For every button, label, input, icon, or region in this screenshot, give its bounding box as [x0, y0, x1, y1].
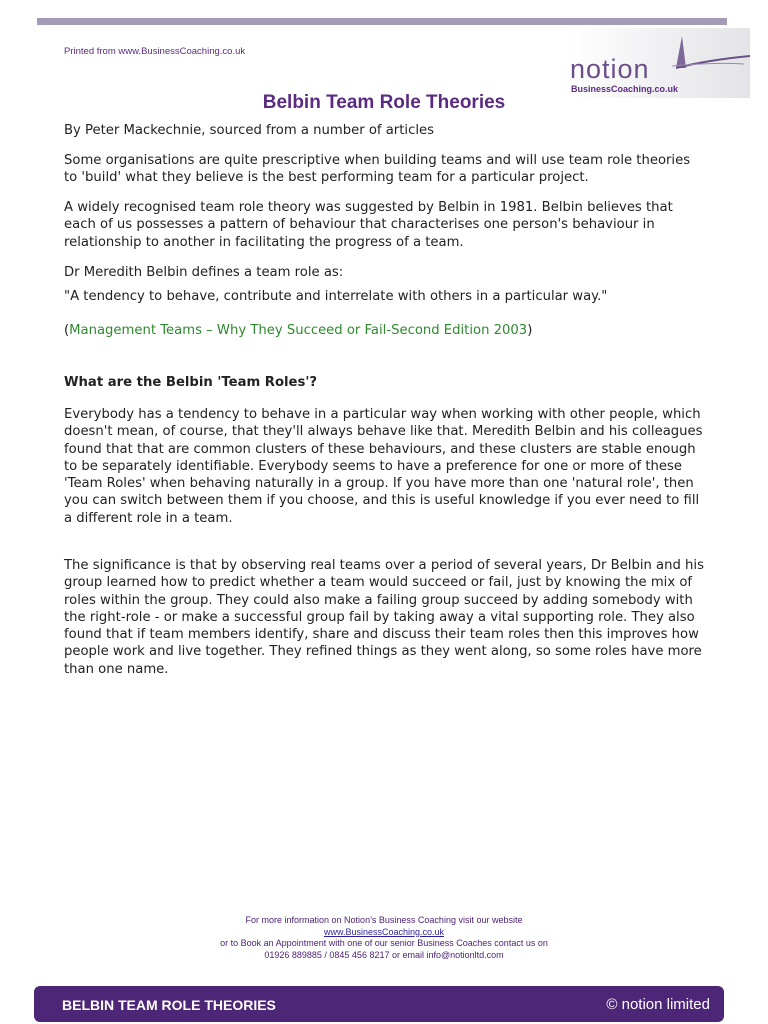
team-roles-paragraph: Everybody has a tendency to behave in a particular way when working with other people, which doesn't mean, of course, that they'll always behave like that. Meredith Belbin and his colleagues found that that are common clusters of these behaviours, and these clusters are stable enough to be separately identifiable. Everybody seems to have a preference for one or more of these 'Team Roles' when behaving naturally in a group. If you have more than one 'natural role', then you can switch between them if you choose, and this is useful knowledge if you ever need to fill a different role in a team. — [64, 407, 703, 526]
significance-paragraph: The significance is that by observing real teams over a period of several years, Dr Belbin and his group learned how to predict whether a team would succeed or fail, just by knowing the mix of roles within the group. They could also make a failing group succeed by adding somebody with the right-role - or make a successful group fail by taking away a vital supporting role. They also found that if team members identify, share and discuss their team roles then this improves how people work and live together. They refined things as they went along, so some roles have more than one name. — [64, 558, 704, 677]
citation-close-paren: ) — [527, 323, 533, 338]
belbin-paragraph: A widely recognised team role theory was suggested by Belbin in 1981. Belbin believes that each of us possesses a pattern of behaviour that characterises one person's behaviour in relationship to another in facilitating the progress of a team. — [64, 200, 673, 250]
printed-from-note: Printed from www.BusinessCoaching.co.uk — [64, 46, 246, 57]
intro-paragraph: Some organisations are quite prescriptive when building teams and will use team role theories to 'build' what they believe is the best performing team for a particular project. — [64, 153, 691, 186]
footer-bar — [34, 986, 724, 1022]
logo-tagline: BusinessCoaching.co.uk — [571, 84, 679, 94]
footer-website-link[interactable]: www.BusinessCoaching.co.uk — [323, 926, 445, 937]
notion-logo — [568, 28, 750, 98]
footer-contact-info — [0, 915, 768, 961]
section-heading: What are the Belbin 'Team Roles'? — [64, 375, 318, 390]
footer-bar-title: BELBIN TEAM ROLE THEORIES — [62, 997, 276, 1013]
citation — [64, 322, 704, 339]
footer-line-info: For more information on Notion’s Business Coaching visit our website — [245, 915, 523, 925]
definition-quote: "A tendency to behave, contribute and interrelate with others in a particular way." — [64, 289, 608, 304]
byline: By Peter Mackechnie, sourced from a number of articles — [64, 123, 434, 138]
citation-text: Management Teams – Why They Succeed or Fail-Second Edition 2003 — [69, 323, 528, 338]
footer-line-contact: 01926 889885 / 0845 456 8217 or email info@notionltd.com — [264, 949, 504, 960]
top-rule — [37, 18, 727, 25]
footer-copyright: © notion limited — [606, 996, 710, 1013]
definition-intro: Dr Meredith Belbin defines a team role as: — [64, 265, 344, 280]
citation-open-paren: ( — [64, 323, 70, 338]
page-title: Belbin Team Role Theories — [262, 92, 506, 113]
footer-line-appointment: or to Book an Appointment with one of our senior Business Coaches contact us on — [220, 938, 548, 948]
logo-wordmark: notion — [570, 54, 650, 84]
